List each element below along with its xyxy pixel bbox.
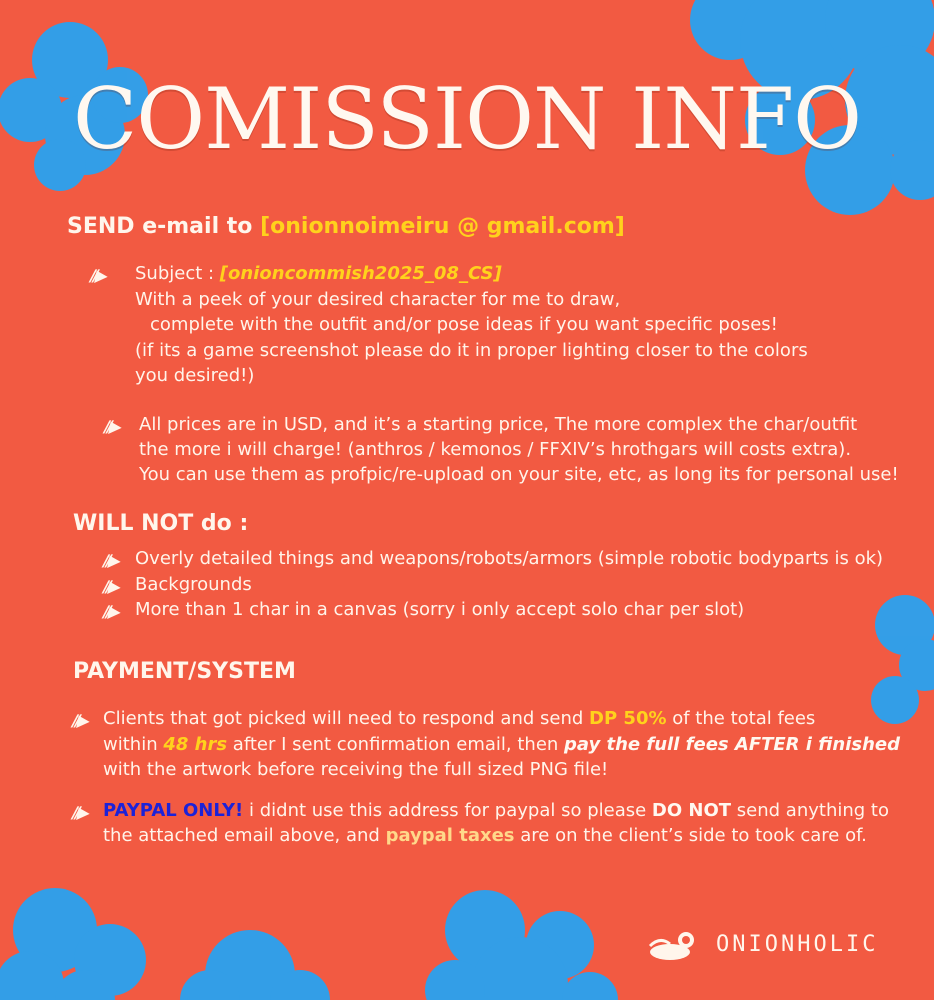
- subject-text-line: With a peek of your desired character for me to draw,: [135, 289, 621, 310]
- paypal-text: are on the client’s side to took care of.: [514, 825, 867, 846]
- paypal-taxes-highlight: paypal taxes: [385, 825, 515, 846]
- paypal-line: [103, 798, 889, 823]
- pay-full-emphasis: pay the full fees AFTER i finished: [564, 734, 901, 755]
- payment-line: [103, 706, 815, 731]
- send-email-line: [67, 214, 625, 239]
- bracket-close: ]: [614, 214, 625, 239]
- payment-text: within: [103, 734, 164, 755]
- do-not-emphasis: DO NOT: [651, 800, 732, 821]
- subject-bracket-open: [: [219, 263, 229, 284]
- paypal-line: [103, 823, 867, 848]
- will-not-heading: WILL NOT do :: [73, 511, 249, 536]
- hours-highlight: 48 hrs: [163, 734, 228, 755]
- subject-text-line: you desired!): [135, 365, 255, 386]
- page-title: COMISSION INFO: [72, 70, 862, 168]
- dp-highlight: DP 50%: [589, 708, 667, 729]
- bracket-open: [: [260, 214, 271, 239]
- payment-text: after I sent confirmation email, then: [227, 734, 565, 755]
- subject-text-line: complete with the outfit and/or pose ideas if you want specific poses!: [150, 314, 778, 335]
- prices-line: the more i will charge! (anthros / kemonos / FFXIV’s hrothgars will costs extra).: [139, 439, 852, 460]
- will-not-item: Backgrounds: [135, 574, 252, 595]
- will-not-item: Overly detailed things and weapons/robots/armors (simple robotic bodyparts is ok): [135, 548, 884, 569]
- arrow-bullet-icon: //▶: [69, 711, 90, 730]
- subject-line: [135, 261, 502, 286]
- subject-code: onioncommish2025_08_CS: [228, 263, 494, 284]
- payment-heading: PAYMENT/SYSTEM: [73, 659, 296, 684]
- arrow-bullet-icon: //▶: [69, 803, 90, 822]
- prices-line: All prices are in USD, and it’s a starting price, The more complex the char/outfit: [139, 414, 858, 435]
- send-prefix: SEND e-mail to: [67, 214, 261, 239]
- prices-line: You can use them as profpic/re-upload on your site, etc, as long its for personal use!: [139, 464, 899, 485]
- subject-text-line: (if its a game screenshot please do it in proper lighting closer to the colors: [135, 340, 808, 361]
- subject-bracket-close: ]: [493, 263, 502, 284]
- paypal-only-badge: PAYPAL ONLY!: [103, 800, 244, 821]
- subject-label: Subject :: [135, 263, 220, 284]
- arrow-bullet-icon: //▶: [100, 577, 121, 596]
- payment-text: of the total fees: [666, 708, 816, 729]
- paypal-text: send anything to: [731, 800, 889, 821]
- arrow-bullet-icon: //▶: [101, 417, 122, 436]
- payment-line: with the artwork before receiving the full sized PNG file!: [103, 759, 609, 780]
- payment-line: [103, 732, 900, 757]
- onion-logo-icon: [646, 928, 708, 962]
- artist-signature: ONIONHOLIC: [716, 932, 879, 957]
- paypal-text: the attached email above, and: [103, 825, 386, 846]
- paypal-text: i didnt use this address for paypal so please: [243, 800, 652, 821]
- will-not-item: More than 1 char in a canvas (sorry i only accept solo char per slot): [135, 599, 745, 620]
- email-address: onionnoimeiru @ gmail.com: [270, 214, 615, 239]
- arrow-bullet-icon: //▶: [87, 266, 108, 285]
- arrow-bullet-icon: //▶: [100, 551, 121, 570]
- arrow-bullet-icon: //▶: [100, 602, 121, 621]
- payment-text: Clients that got picked will need to respond and send: [103, 708, 590, 729]
